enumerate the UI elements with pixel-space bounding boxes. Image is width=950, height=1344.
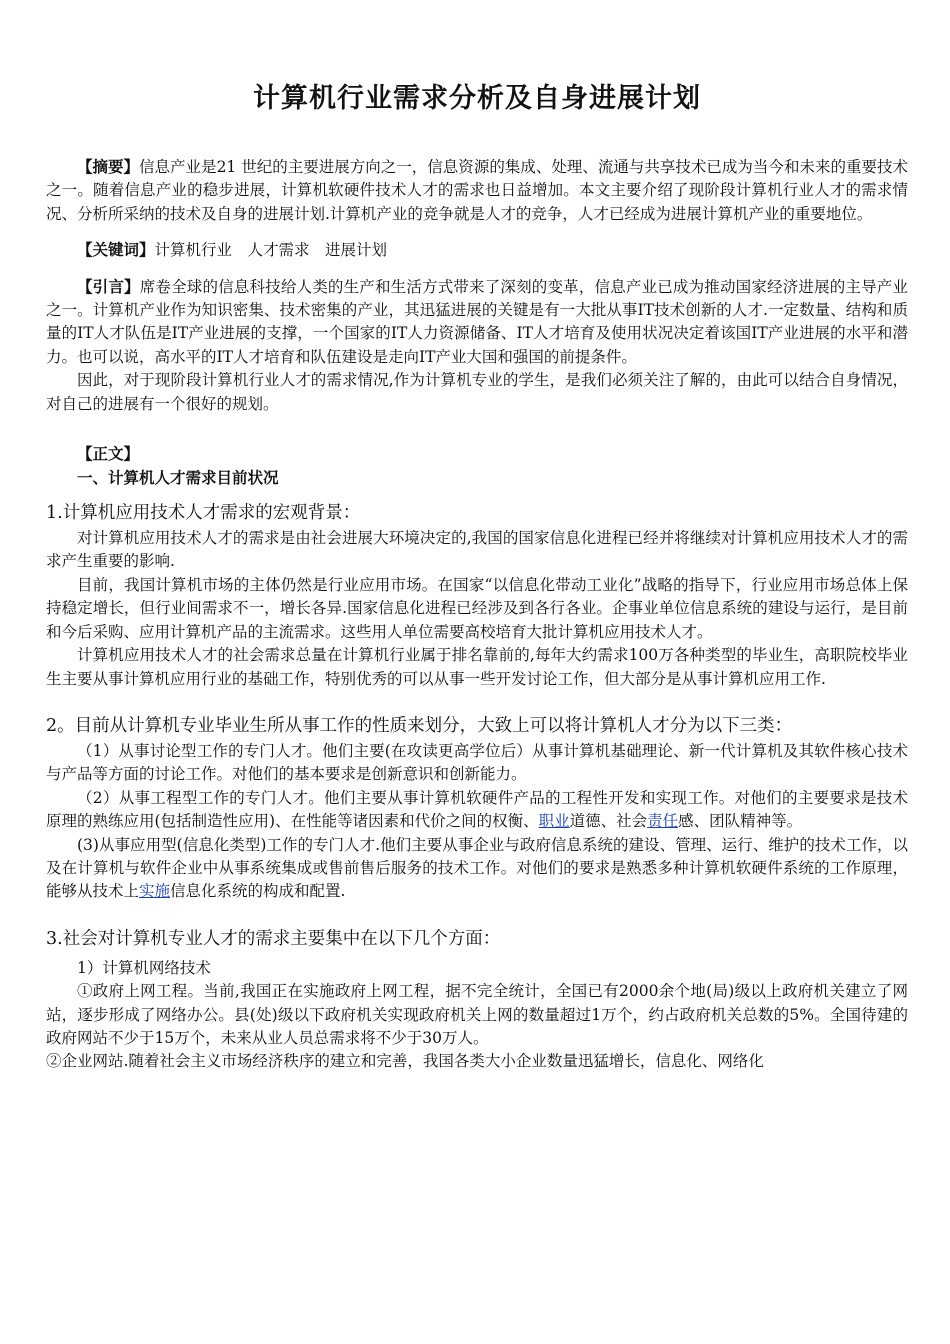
intro-paragraph-1 [46,275,908,370]
abstract-text: 信息产业是21 世纪的主要进展方向之一，信息资源的集成、处理、流通与共享技术已成为当今和未来的重要技术之一。随着信息产业的稳步进展，计算机软硬件技术人才的需求也日益增加。本文主要介绍了现阶段计算机行业人才的需求情况、分析所采纳的技术及自身的进展计划.计算机产业的竞争就是人才的竞争，人才已经成为进展计算机产业的重要地位。 [46,158,908,223]
keywords-paragraph [46,238,908,262]
h1-paragraph-3: 计算机应用技术人才的社会需求总量在计算机行业属于排名靠前的,每年大约需求100万各种类型的毕业生，高职院校毕业生主要从事计算机应用行业的基础工作，特别优秀的可以从事一些开发讨论工作，但大部分是从事计算机应用工作. [46,646,908,688]
keywords-label: 【关键词】 [77,240,155,260]
abstract-paragraph [46,155,908,226]
h2-p3-text-a: (3)从事应用型(信息化类型)工作的专门人才.他们主要从事企业与政府信息系统的建设、管理、运行、维护的技术工作，以及在计算机与软件企业中从事系统集成或售前售后服务的技术工作。对他们的要求是熟悉多种计算机软硬件系统的工作原理，能够从技术上 [46,835,908,901]
h2-p2-text-c: 感、团队精神等。 [678,812,803,831]
intro-text-1: 席卷全球的信息科技给人类的生产和生活方式带来了深刻的变革，信息产业已成为推动国家经济进展的主导产业之一。计算机产业作为知识密集、技术密集的产业，其迅猛进展的关键是有一大批从事IT技术创新的人才.一定数量、结构和质量的IT人才队伍是IT产业进展的支撑，一个国家的IT人力资源储备、IT人才培育及使用状况决定着该国IT产业进展的水平和潜力。也可以说，高水平的IT人才培育和队伍建设是走向IT产业大国和强国的前提条件。 [46,277,908,366]
h3-subheading-1: 1）计算机网络技术 [77,958,211,977]
body-label: 【正文】 [77,444,140,464]
document-title: 计算机行业需求分析及自身进展计划 [253,83,701,114]
document-page [46,0,908,1074]
intro-label: 【引言】 [77,276,140,296]
h1-paragraph-2: 目前，我国计算机市场的主体仍然是行业应用市场。在国家“以信息化带动工业化”战略的指导下，行业应用市场总体上保持稳定增长，但行业间需求不一，增长各异.国家信息化进程已经涉及到各行各业。企事业单位信息系统的建设与运行，是目前和今后采购、应用计算机产品的主流需求。这些用人单位需要高校培育大批计算机应用技术人才。 [46,575,908,641]
h3-paragraph-2: ②企业网站.随着社会主义市场经济秩序的建立和完善，我国各类大小企业数量迅猛增长，信息化、网络化 [46,1052,764,1071]
h2-paragraph-1: （1）从事讨论型工作的专门人才。他们主要(在攻读更高学位后）从事计算机基础理论、新一代计算机及其软件核心技术与产品等方面的讨论工作。对他们的基本要求是创新意识和创新能力。 [46,741,908,784]
heading-1: 1.计算机应用技术人才需求的宏观背景： [46,503,361,524]
heading-3: 3.社会对计算机专业人才的需求主要集中在以下几个方面： [46,928,501,949]
h2-p2-text-b: 道德、社会 [569,812,648,831]
heading-2: 2。目前从计算机专业毕业生所从事工作的性质来划分，大致上可以将计算机人才分为以下三类： [46,715,793,736]
abstract-label: 【摘要】 [77,157,140,176]
keywords-text: 计算机行业 人才需求 进展计划 [154,241,388,260]
section-1-title: 一、计算机人才需求目前状况 [77,468,279,488]
link-responsibility[interactable]: 责任 [647,812,679,831]
h2-p2-text-a: （2）从事工程型工作的专门人才。他们主要从事计算机软硬件产品的工程性开发和实现工作。对他们的主要要求是技术原理的熟练应用(包括制造性应用)、在性能等诸因素和代价之间的权衡、 [46,788,908,831]
intro-paragraph-2: 因此，对于现阶段计算机行业人才的需求情况,作为计算机专业的学生，是我们必须关注了解的，由此可以结合自身情况，对自己的进展有一个很好的规划。 [46,371,908,413]
h3-paragraph-1: ①政府上网工程。当前,我国正在实施政府上网工程，据不完全统计，全国已有2000余个地(局)级以上政府机关建立了网站，逐步形成了网络办公。县(处)级以下政府机关实现政府机关上网的数量超过1万个，约占政府机关总数的5%。全国待建的政府网站不少于15万个，未来从业人员总需求将不少于30万人。 [46,982,908,1047]
link-implement[interactable]: 实施 [139,882,171,901]
h2-paragraph-2 [46,787,908,834]
h1-paragraph-1: 对计算机应用技术人才的需求是由社会进展大环境决定的,我国的国家信息化进程已经并将继续对计算机应用技术人才的需求产生重要的影响. [46,529,908,571]
h2-p3-text-b: 信息化系统的构成和配置. [170,882,346,901]
link-career[interactable]: 职业 [538,812,570,831]
h2-paragraph-3 [46,834,908,904]
